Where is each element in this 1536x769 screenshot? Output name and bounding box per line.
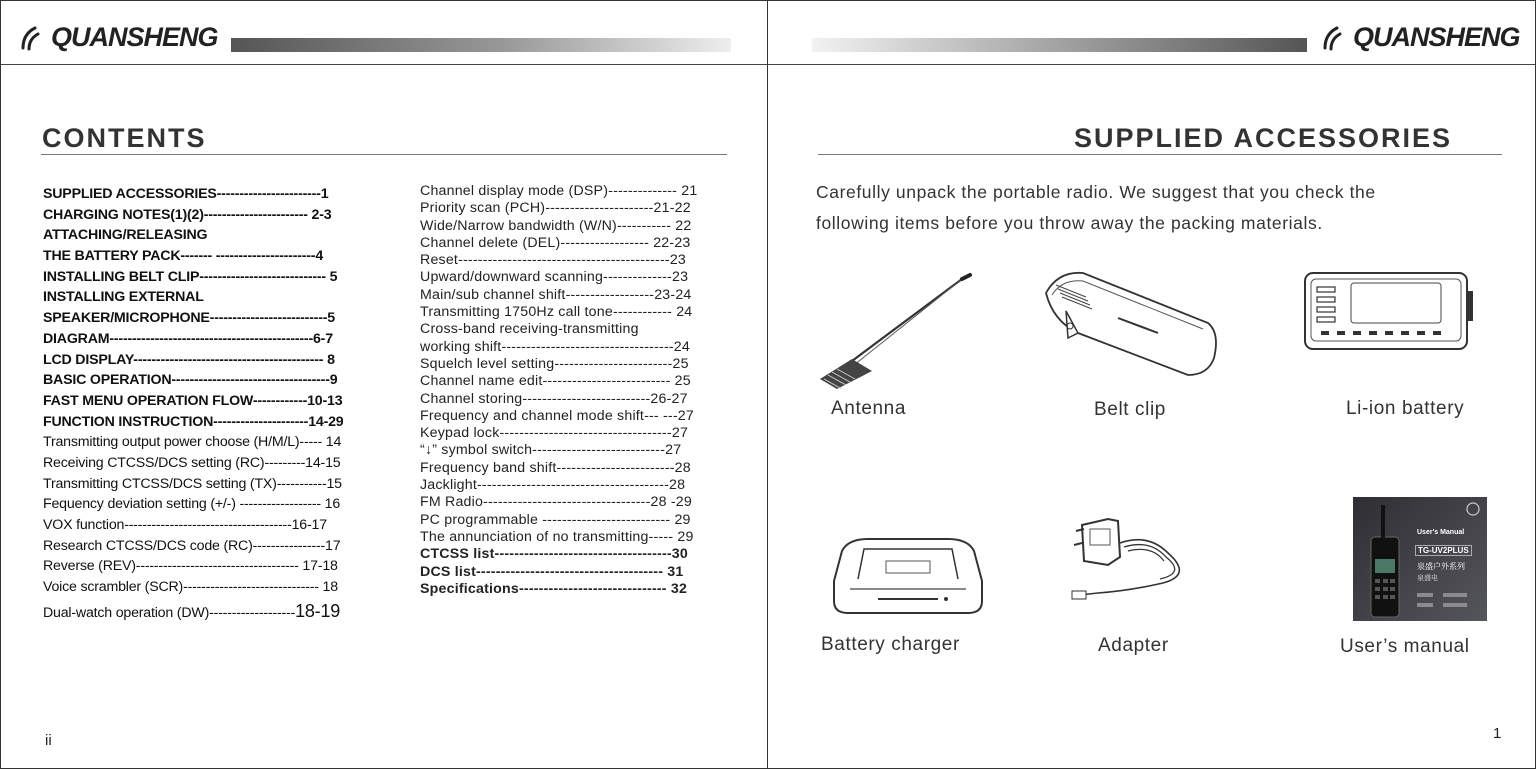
belt-clip-image [1038, 263, 1223, 388]
page-title: CONTENTS [42, 123, 207, 153]
toc-entry: CHARGING NOTES(1)(2)----------------------- 2-3 [43, 206, 332, 223]
toc-entry: Receiving CTCSS/DCS setting (RC)---------14-15 [43, 454, 341, 471]
manual-cover-series: 泉盛户外系列 [1417, 562, 1465, 571]
toc-entry: The annunciation of no transmitting----- 29 [420, 528, 694, 545]
adapter-label: Adapter [1098, 635, 1169, 656]
page-number: ii [45, 732, 52, 749]
manual-cover-heading: User's Manual [1417, 529, 1465, 536]
toc-entry: Upward/downward scanning--------------23 [420, 269, 689, 286]
antenna-image [812, 271, 982, 396]
quansheng-logo [19, 17, 218, 57]
header-gradient-bar [812, 38, 1307, 52]
radio-icon [1353, 497, 1487, 621]
toc-entry: INSTALLING BELT CLIP---------------------------- 5 [43, 268, 338, 285]
toc-entry: working shift-----------------------------------24 [420, 338, 690, 355]
battery-image [1301, 265, 1476, 357]
toc-entry: ATTACHING/RELEASING [43, 227, 208, 244]
toc-entry: Cross-band receiving-transmitting [420, 321, 639, 338]
toc-column-2 [420, 183, 697, 598]
toc-entry: Jacklight---------------------------------------28 [420, 477, 686, 494]
manual-label: User’s manual [1340, 636, 1470, 657]
user-manual-image [1353, 497, 1487, 621]
toc-entry: Squelch level setting------------------------25 [420, 355, 689, 372]
intro-paragraph [816, 177, 1496, 239]
manual-cover-model: TG-UV2PLUS [1415, 545, 1472, 556]
toc-entry: BASIC OPERATION-----------------------------------9 [43, 372, 338, 389]
toc-entry: Wide/Narrow bandwidth (W/N)----------- 22 [420, 217, 692, 234]
battery-label: Li-ion battery [1346, 398, 1465, 419]
charger-label: Battery charger [821, 634, 960, 655]
right-page [767, 0, 1536, 769]
toc-entry: FUNCTION INSTRUCTION---------------------14-29 [43, 413, 344, 430]
toc-entry: SPEAKER/MICROPHONE--------------------------5 [43, 310, 335, 327]
signal-waves-icon [1321, 22, 1351, 52]
page-title: SUPPLIED ACCESSORIES [1074, 123, 1453, 153]
header-rule [1, 64, 767, 65]
toc-entry: Transmitting CTCSS/DCS setting (TX)-----------15 [43, 475, 342, 492]
toc-entry: LCD DISPLAY------------------------------------------ 8 [43, 351, 335, 368]
toc-entry: INSTALLING EXTERNAL [43, 289, 204, 306]
signal-waves-icon [19, 22, 49, 52]
toc-entry: Research CTCSS/DCS code (RC)----------------17 [43, 537, 341, 554]
toc-entry: Reset-------------------------------------------23 [420, 252, 686, 269]
toc-entry-text: Dual-watch operation (DW)------------------- [43, 604, 296, 621]
toc-entry: THE BATTERY PACK------- ----------------------4 [43, 248, 324, 265]
logo-text: QUANSHENG [51, 21, 218, 52]
toc-entry: Channel storing--------------------------26-27 [420, 390, 688, 407]
header-gradient-bar [231, 38, 731, 52]
intro-line: Carefully unpack the portable radio. We suggest that you check the [816, 182, 1376, 202]
title-underline [41, 154, 727, 155]
antenna-label: Antenna [831, 398, 906, 419]
toc-entry: CTCSS list------------------------------------30 [420, 546, 688, 563]
page-number: 1 [1493, 725, 1502, 742]
toc-entry: Fequency deviation setting (+/-) ------------------ 16 [43, 496, 341, 513]
toc-entry: Transmitting 1750Hz call tone------------ 24 [420, 304, 693, 321]
header-rule [768, 64, 1535, 65]
toc-column-1 [43, 184, 343, 621]
toc-entry: PC programmable -------------------------- 29 [420, 511, 691, 528]
intro-line: following items before you throw away the packing materials. [816, 213, 1323, 233]
toc-entry: Frequency and channel mode shift--- ---27 [420, 407, 694, 424]
toc-entry: Reverse (REV)------------------------------------ 17-18 [43, 558, 338, 575]
toc-entry: SUPPLIED ACCESSORIES-----------------------1 [43, 186, 329, 202]
toc-entry: Transmitting output power choose (H/M/L)----- 14 [43, 434, 342, 451]
manual-cover-brand: 泉盛电 [1417, 575, 1438, 582]
logo-text: QUANSHENG [1353, 21, 1520, 52]
belt-clip-label: Belt clip [1094, 399, 1166, 420]
toc-entry: Keypad lock-----------------------------------27 [420, 425, 689, 442]
toc-entry: FAST MENU OPERATION FLOW------------10-13 [43, 392, 343, 409]
toc-entry: DCS list-------------------------------------- 31 [420, 563, 684, 580]
title-underline [818, 154, 1502, 155]
toc-entry: Priority scan (PCH)----------------------21-22 [420, 200, 691, 217]
toc-entry: Channel display mode (DSP)-------------- 21 [420, 183, 698, 199]
toc-entry [43, 601, 343, 622]
toc-entry: Specifications------------------------------ 32 [420, 580, 688, 597]
toc-entry: VOX function-------------------------------------16-17 [43, 517, 327, 533]
toc-entry: “↓” symbol switch---------------------------27 [420, 442, 682, 459]
toc-entry: Channel name edit-------------------------- 25 [420, 373, 691, 390]
toc-entry: Main/sub channel shift------------------23-24 [420, 286, 692, 303]
adapter-image [1068, 513, 1208, 608]
toc-entry: Voice scrambler (SCR)------------------------------ 18 [43, 579, 338, 596]
charger-image [828, 531, 988, 621]
toc-entry: Channel delete (DEL)------------------ 22-23 [420, 234, 691, 251]
toc-entry: FM Radio----------------------------------28 -29 [420, 494, 692, 511]
toc-entry-page: 18-19 [295, 600, 341, 621]
quansheng-logo [1321, 17, 1520, 57]
toc-entry: DIAGRAM---------------------------------------------6-7 [43, 330, 333, 347]
toc-entry: Frequency band shift------------------------28 [420, 459, 691, 476]
